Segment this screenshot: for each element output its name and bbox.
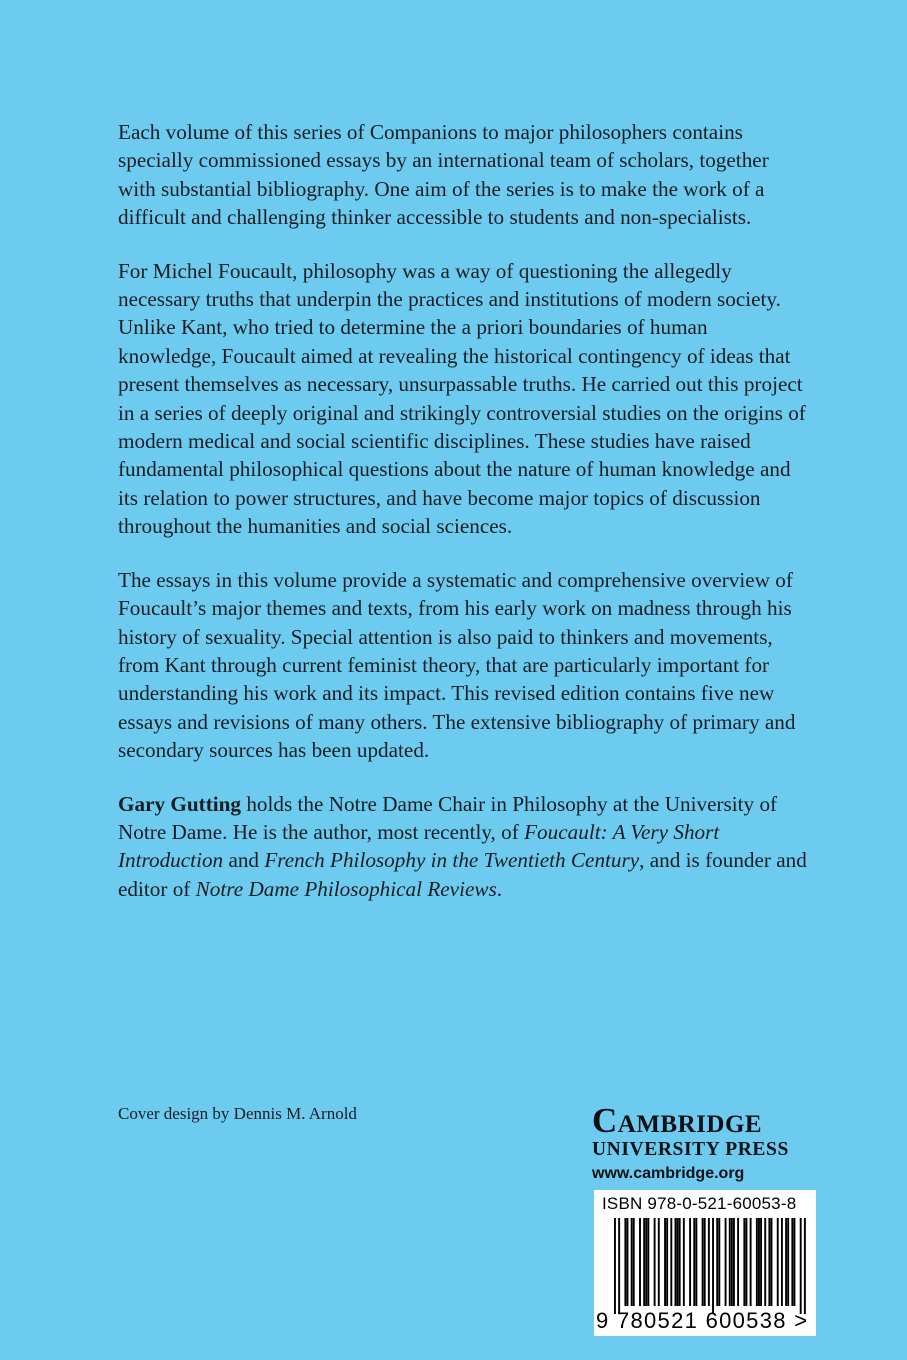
author-bio-text-1: holds the Notre Dame Chair in Philosophy at the University of Notre Dame. He is the author, most recently, of — [118, 791, 778, 844]
author-bio-text-4: . — [496, 876, 503, 901]
cover-design-credit: Cover design by Dennis M. Arnold — [118, 1104, 357, 1123]
book-title-1: Foucault: A Very Short Introduction — [118, 819, 720, 873]
publisher-name: Cambridge — [592, 1101, 763, 1140]
author-bio — [118, 790, 808, 904]
isbn-label: ISBN 978-0-521-60053-8 — [602, 1194, 797, 1213]
journal-title: Notre Dame Philosophical Reviews — [195, 876, 497, 901]
blurb — [118, 118, 808, 928]
publisher-logo — [592, 1103, 832, 1185]
publisher-subtitle: UNIVERSITY PRESS — [592, 1139, 789, 1160]
book-title-2: French Philosophy in the Twentieth Century — [264, 848, 640, 873]
author-bio-text-3: , and is founder and editor of — [118, 848, 807, 901]
author-name: Gary Gutting — [118, 791, 242, 816]
blurb-paragraph-series: Each volume of this series of Companions to major philosophers contains specially commissioned essays by an international team of scholars, together with substantial bibliography. One aim of the series is to make the work of a difficult and challenging thinker accessible to students and non-specialists. — [118, 120, 769, 230]
author-bio-text-2: and — [223, 848, 265, 873]
blurb-paragraph-foucault: For Michel Foucault, philosophy was a way of questioning the allegedly necessary truths that underpin the practices and institutions of modern society. Unlike Kant, who tried to determine the a priori boundaries of human knowledge, Foucault aimed at revealing the historical contingency of ideas that present themselves as necessary, unsurpassable truths. He carried out this project in a series of deeply original and strikingly controversial studies on the origins of modern medical and social scientific disciplines. These studies have raised fundamental philosophical questions about the nature of human knowledge and its relation to power structures, and have become major topics of discussion throughout the humanities and social sciences. — [118, 258, 806, 539]
blurb-paragraph-essays: The essays in this volume provide a systematic and comprehensive overview of Foucault’s major themes and texts, from his early work on madness through his history of sexuality. Special attention is also paid to thinkers and movements, from Kant through current feminist theory, that are particularly important for understanding his work and its impact. This revised edition contains five new essays and revisions of many others. The extensive bibliography of primary and secondary sources has been updated. — [118, 567, 796, 763]
barcode-digits: 9 780521 600538 > — [596, 1308, 809, 1333]
publisher-url: www.cambridge.org — [592, 1165, 745, 1182]
barcode-panel — [594, 1190, 816, 1336]
